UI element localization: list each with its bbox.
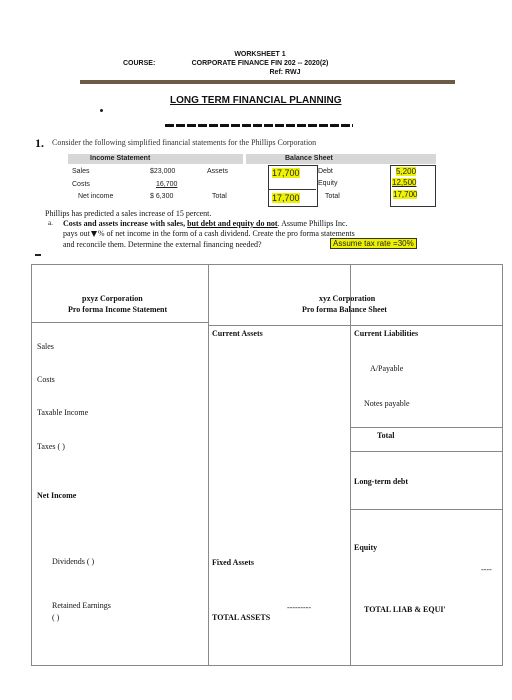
ltd-line [350, 509, 502, 510]
bs-debt-value: 5,200 [396, 167, 417, 176]
row-dividends: Dividends ( ) [52, 557, 95, 566]
is-sales-value: $23,000 [150, 168, 176, 175]
title-row-divider [32, 322, 208, 323]
reference: Ref: RWJ [269, 69, 301, 76]
bs-total-right-label: Total [325, 193, 340, 200]
row-total: Total [377, 431, 395, 440]
row-taxes: Taxes ( ) [37, 442, 65, 451]
current-liabilities-heading: Current Liabilities [354, 329, 419, 338]
is-sales-label: Sales [72, 168, 90, 175]
right-title-2: Pro forma Balance Sheet [302, 305, 387, 314]
row-retained-paren: ( ) [52, 613, 60, 622]
course-name: CORPORATE FINANCE FIN 202 -- 2020(2) [191, 60, 329, 67]
body-line-3 [63, 229, 355, 238]
row-taxable-income: Taxable Income [37, 408, 89, 417]
balance-sheet-title: Balance Sheet [285, 155, 333, 162]
row-fixed-assets: Fixed Assets [212, 558, 254, 567]
left-title-1: pxyz Corporation [82, 294, 143, 303]
balance-sheet-header [246, 154, 436, 164]
question-number: 1. [35, 136, 44, 150]
is-ni-value: $ 6,300 [150, 193, 174, 200]
dashed-rule [165, 124, 353, 127]
section-title: LONG TERM FINANCIAL PLANNING [170, 95, 342, 106]
bs-assets-label: Assets [207, 168, 229, 175]
row-retained-earnings: Retained Earnings [52, 601, 111, 610]
row-costs: Costs [37, 375, 55, 384]
body-line-3b: % of net income in the form of a cash dividend. Create the pro forma statements [97, 229, 355, 238]
current-assets-heading: Current Assets [212, 329, 263, 338]
bs-equity-value: 12,500 [392, 178, 417, 187]
header-rule [80, 80, 455, 84]
row-net-income: Net Income [37, 491, 77, 500]
right-title-1: xyz Corporation [319, 294, 376, 303]
bs-total-left-label: Total [212, 193, 227, 200]
left-title-2: Pro forma Income Statement [68, 305, 168, 314]
row-equity: Equity [354, 543, 378, 552]
worksheet-header [180, 50, 340, 77]
bs-title-divider [209, 325, 502, 326]
tax-note: Assume tax rate =30% [330, 238, 417, 249]
row-total-liab-equity: TOTAL LIAB & EQUI' [364, 605, 446, 614]
row-sales: Sales [37, 342, 54, 351]
row-equity-dash: ---- [481, 565, 492, 574]
row-ltd: Long-term debt [354, 477, 408, 486]
body-line-2-bold: Costs and assets increase with sales, [63, 219, 188, 228]
course-label: COURSE: [123, 60, 156, 67]
is-costs-value: 16,700 [156, 181, 178, 188]
notes-line [350, 451, 502, 452]
row-total-assets: TOTAL ASSETS [212, 613, 271, 622]
assets-box-divider [268, 189, 316, 190]
worksheet-title: WORKSHEET 1 [234, 51, 286, 58]
cursor-marker [91, 231, 97, 238]
stray-mark [35, 254, 41, 256]
is-costs-label: Costs [72, 181, 90, 188]
bullet-dot [100, 109, 103, 112]
pro-forma-table [31, 264, 503, 666]
body-bullet: a. [48, 219, 53, 227]
bs-assets-value: 17,700 [272, 168, 300, 178]
bs-equity-label: Equity [318, 180, 338, 187]
bs-total-left-value: 17,700 [272, 193, 300, 203]
payable-line [350, 427, 502, 428]
row-payable: A/Payable [370, 364, 404, 373]
body-line-2-rest: . Assume Phillips Inc. [277, 219, 348, 228]
total-assets-dash: --------- [287, 603, 311, 612]
body-line-1: Phillips has predicted a sales increase of 15 percent. [45, 209, 212, 218]
body-line-3a: pays out [63, 229, 90, 238]
question-text: Consider the following simplified financial statements for the Phillips Corporation [52, 138, 317, 147]
body-line-4: and reconcile them. Determine the external financing needed? [63, 240, 262, 249]
income-statement-title: Income Statement [90, 155, 151, 162]
is-ni-label: Net income [78, 193, 114, 200]
bs-total-right-value: 17,700 [393, 190, 418, 199]
body-line-2 [63, 219, 348, 228]
body-line-2-underline: but debt and equity do not [187, 219, 278, 228]
bs-debt-label: Debt [318, 168, 333, 175]
row-notes-payable: Notes payable [364, 399, 410, 408]
